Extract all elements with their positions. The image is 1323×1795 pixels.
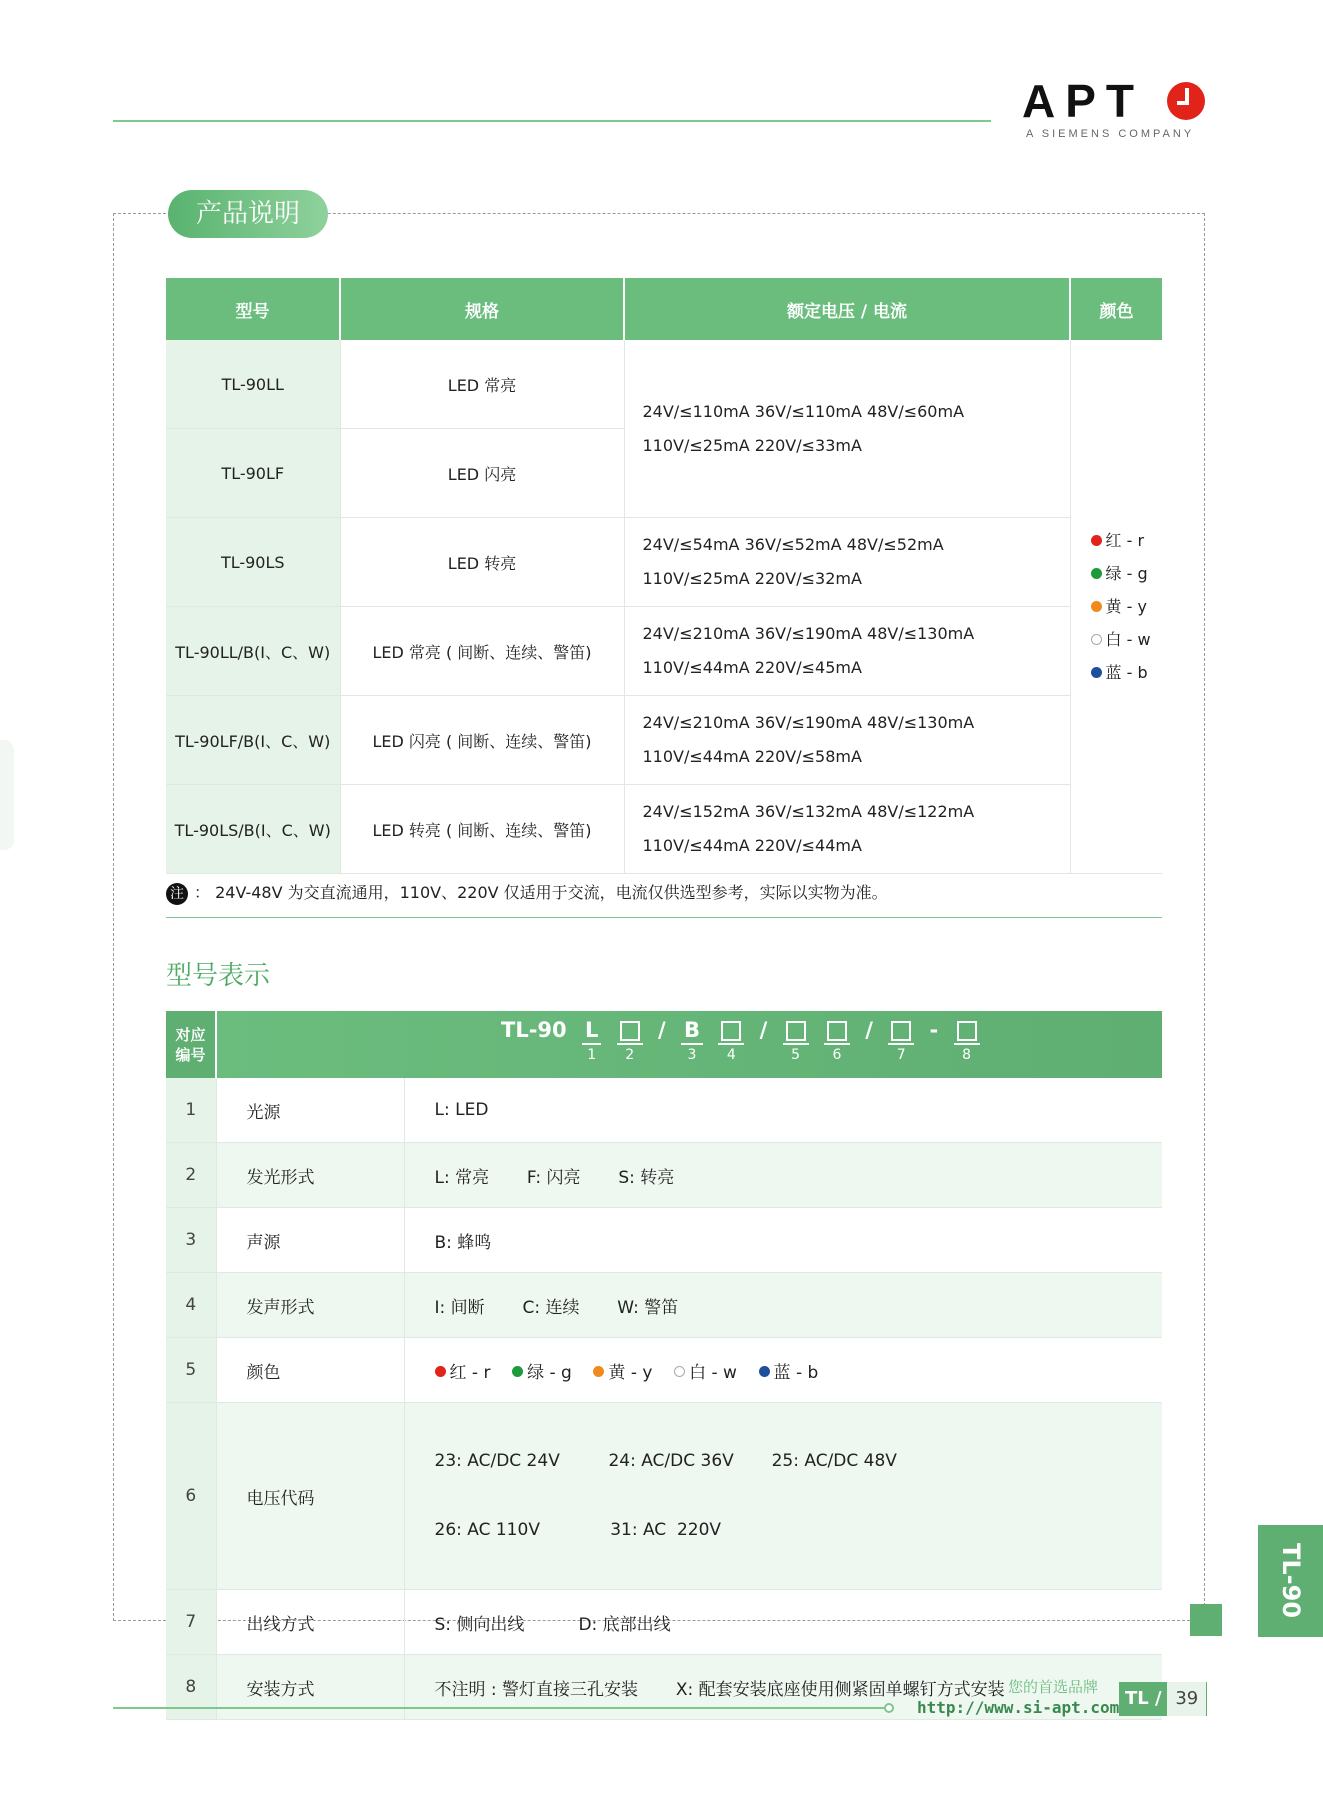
footnote [166,880,888,905]
voltage-line: 110V/≤25mA 220V/≤33mA [642,435,862,455]
code-slot-6 [827,1021,847,1041]
code-slot-7 [891,1021,911,1041]
section-title: 产品说明 [168,190,328,238]
page-edge-decoration [0,740,14,850]
logo-letters: APT [1022,75,1144,127]
model-code-table [166,1011,1162,1720]
color-item: 绿 - g [1091,557,1162,590]
table-row [166,785,1162,874]
red-dot-icon [1091,535,1102,546]
color-item: 蓝 - b [1091,656,1162,689]
page-number: 39 [1167,1682,1206,1716]
voltage-line: 24V/≤210mA 36V/≤190mA 48V/≤130mA [642,624,975,643]
table-row [166,696,1162,785]
clock-icon [1167,82,1205,120]
spec-cell: LED 闪亮 ( 间断、连续、警笛) [340,696,624,785]
table-row [166,518,1162,607]
code-B: B [681,1017,703,1045]
model-cell: TL-90LS [166,518,340,607]
voltage-cell [624,785,1070,874]
voltage-line: 24V/≤54mA 36V/≤52mA 48V/≤52mA [642,535,944,554]
white-dot-icon [674,1366,685,1377]
header-rule [113,120,991,122]
corner-square [1190,1604,1222,1636]
spec-cell: LED 常亮 ( 间断、连续、警笛) [340,607,624,696]
code-slot-4 [721,1021,741,1041]
voltage-line: 110V/≤25mA 220V/≤32mA [642,569,862,588]
voltage-line: 110V/≤44mA 220V/≤58mA [642,747,862,766]
code-slot-2 [620,1021,640,1041]
apt-logo [1022,74,1222,144]
code-slot-8 [957,1021,977,1041]
table-row: 3 声源 B: 蜂鸣 [166,1208,1162,1273]
note-badge: 注 [166,883,188,905]
spec-cell: LED 转亮 ( 间断、连续、警笛) [340,785,624,874]
white-dot-icon [1091,634,1102,645]
model-cell: TL-90LS/B(I、C、W) [166,785,340,874]
color-options: 红 - r 绿 - g 黄 - y 白 - w 蓝 - b [404,1338,1162,1403]
model-cell: TL-90LF [166,429,340,518]
table-row: 4 发声形式 I: 间断 C: 连续 W: 警笛 [166,1273,1162,1338]
table-row: 2 发光形式 L: 常亮 F: 闪亮 S: 转亮 [166,1143,1162,1208]
color-item: 红 - r [1091,524,1162,557]
voltage-line: 24V/≤210mA 36V/≤190mA 48V/≤130mA [642,713,975,732]
voltage-line: 24V/≤110mA 36V/≤110mA 48V/≤60mA [642,401,965,421]
table-row: 7 出线方式 S: 侧向出线 D: 底部出线 [166,1590,1162,1655]
page-number-tab [1119,1682,1207,1716]
footer-rule [113,1707,888,1709]
model-cell: TL-90LL [166,340,340,429]
voltage-line: 110V/≤44mA 220V/≤45mA [642,658,862,677]
model-code: TL-90 L 1 2 / B 3 4 / 5 6 / 7 - 8 [497,1017,984,1065]
product-table [166,278,1162,874]
page-prefix: TL / [1125,1688,1162,1709]
spec-cell: LED 常亮 [340,340,624,429]
note-rule [166,917,1162,918]
color-item: 白 - w [1091,623,1162,656]
table-row [166,340,1162,429]
voltage-cell [624,340,1070,518]
model-section-title: 型号表示 [166,961,271,991]
table-row: 6 电压代码 23: AC/DC 24V 24: AC/DC 36V 25: AC/DC 48V 26: AC 110V 31: AC 220V [166,1403,1162,1590]
code-L: L [582,1017,601,1045]
header-index: 对应 编号 [166,1011,216,1078]
header-model: 型号 [166,278,340,340]
yellow-dot-icon [593,1366,604,1377]
footer-slogan: 您的首选品牌 [1008,1678,1099,1696]
voltage-cell [624,518,1070,607]
green-dot-icon [1091,568,1102,579]
logo-subtitle: A SIEMENS COMPANY [1026,128,1195,140]
blue-dot-icon [1091,667,1102,678]
voltage-cell [624,696,1070,785]
voltage-cell [624,607,1070,696]
yellow-dot-icon [1091,601,1102,612]
spec-cell: LED 闪亮 [340,429,624,518]
code-prefix: TL-90 [501,1018,567,1042]
red-dot-icon [435,1366,446,1377]
green-dot-icon [512,1366,523,1377]
header-spec: 规格 [340,278,624,340]
model-code-header [216,1011,1162,1078]
header-color: 颜色 [1070,278,1162,340]
footer-url[interactable]: http://www.si-apt.com [917,1698,1120,1717]
spec-cell: LED 转亮 [340,518,624,607]
table-row: 1 光源 L: LED [166,1078,1162,1143]
model-cell: TL-90LL/B(I、C、W) [166,607,340,696]
voltage-line: 24V/≤152mA 36V/≤132mA 48V/≤122mA [642,802,975,821]
table-row [166,607,1162,696]
color-item: 黄 - y [1091,590,1162,623]
note-text: ： 24V-48V 为交直流通用，110V、220V 仅适用于交流，电流仅供选型参考，实际以实物为准。 [194,883,888,902]
blue-dot-icon [759,1366,770,1377]
side-tab: TL-90 [1258,1525,1323,1637]
code-slot-5 [786,1021,806,1041]
color-list [1070,340,1162,874]
table-row: 8 安装方式 不注明 : 警灯直接三孔安装 X: 配套安装底座使用侧紧固单螺钉方式安装 [166,1655,1162,1720]
model-cell: TL-90LF/B(I、C、W) [166,696,340,785]
footer-dot-icon [884,1703,894,1713]
header-voltage: 额定电压 / 电流 [624,278,1070,340]
table-row: 5 颜色 红 - r 绿 - g 黄 - y 白 - w 蓝 - b [166,1338,1162,1403]
voltage-line: 110V/≤44mA 220V/≤44mA [642,836,862,855]
